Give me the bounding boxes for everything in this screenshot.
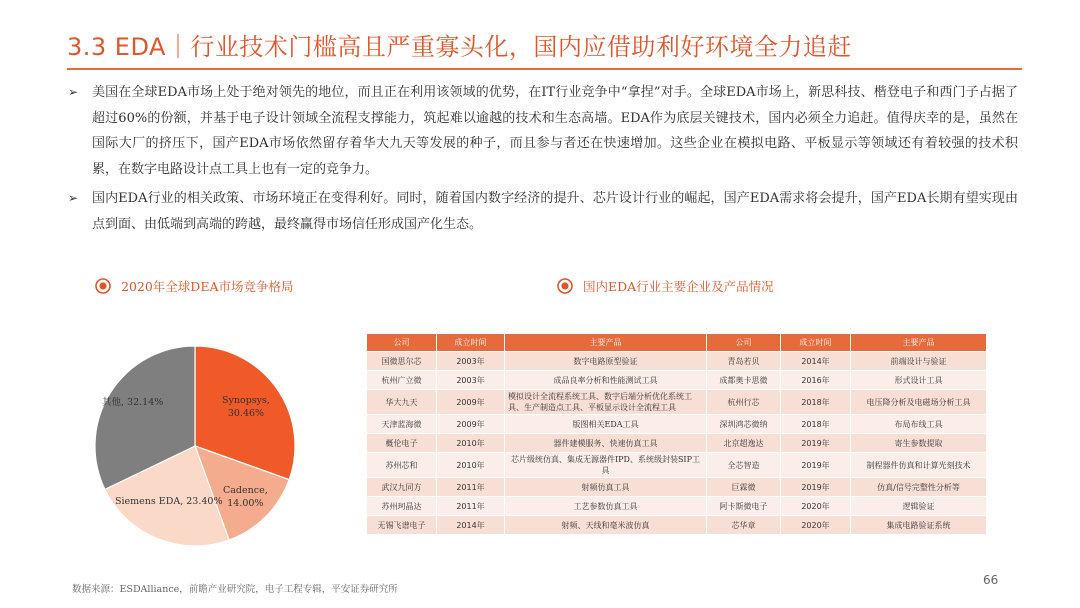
founded-cell: 2003年 — [437, 352, 505, 371]
founded-cell: 2010年 — [437, 434, 505, 453]
col-header-products: 主要产品 — [505, 334, 707, 352]
company-cell: 芯华章 — [707, 516, 781, 535]
founded-cell: 2003年 — [437, 371, 505, 390]
table-row — [367, 390, 987, 415]
founded-cell: 2020年 — [781, 497, 851, 516]
col-header-founded: 成立时间 — [781, 334, 851, 352]
right-section-heading — [557, 277, 774, 295]
products-cell: 成品良率分析和性能测试工具 — [505, 371, 707, 390]
title-divider — [67, 68, 1022, 70]
bullet-text: 美国在全球EDA市场上处于绝对领先的地位，而且正在利用该领域的优势，在IT行业竞争中“拿捏”对手。全球EDA市场上，新思科技、楷登电子和西门子占据了超过60%的份额，并基于电子设计领域全流程支撑能力，筑起难以逾越的技术和生态高墙。EDA作为底层关键技术，国内必须全力追赶。值得庆幸的是，虽然在国际大厂的挤压下，国产EDA市场依然留存着华大九天等发展的种子，而且参与者还在快速增加。这些企业在模拟电路、平板显示等领域还有着较强的技术积累，在数字电路设计点工具上也有一定的竞争力。 — [92, 85, 1018, 177]
pie-label-cadence: Cadence, 14.00% — [223, 485, 268, 509]
products-cell: 电压降分析及电磁场分析工具 — [851, 390, 987, 415]
arrow-bullet-icon: ➢ — [68, 85, 79, 99]
company-cell: 概伦电子 — [367, 434, 437, 453]
founded-cell: 2016年 — [781, 371, 851, 390]
company-cell: 青岛若贝 — [707, 352, 781, 371]
products-cell: 寄生参数提取 — [851, 434, 987, 453]
company-cell: 苏州珂晶达 — [367, 497, 437, 516]
founded-cell: 2010年 — [437, 453, 505, 478]
table-row — [367, 497, 987, 516]
company-cell: 华大九天 — [367, 390, 437, 415]
pie-svg — [90, 340, 300, 552]
page-title: 3.3 EDA｜行业技术门槛高且严重寡头化，国内应借助利好环境全力追赶 — [67, 33, 852, 61]
bullet-item — [68, 186, 1018, 237]
col-header-company: 公司 — [367, 334, 437, 352]
founded-cell: 2011年 — [437, 478, 505, 497]
founded-cell: 2009年 — [437, 415, 505, 434]
products-cell: 集成电路验证系统 — [851, 516, 987, 535]
founded-cell: 2019年 — [781, 453, 851, 478]
col-header-company: 公司 — [707, 334, 781, 352]
company-cell: 深圳鸿芯微纳 — [707, 415, 781, 434]
company-cell: 苏州芯和 — [367, 453, 437, 478]
products-cell: 制程器件仿真和计算光刻技术 — [851, 453, 987, 478]
products-cell: 仿真/信号完整性分析等 — [851, 478, 987, 497]
company-cell: 巨霖微 — [707, 478, 781, 497]
table-row — [367, 434, 987, 453]
founded-cell: 2019年 — [781, 478, 851, 497]
table-row — [367, 516, 987, 535]
founded-cell: 2018年 — [781, 415, 851, 434]
market-share-pie-chart — [90, 340, 300, 552]
target-icon — [95, 278, 111, 294]
target-icon — [557, 278, 573, 294]
products-cell: 射频仿真工具 — [505, 478, 707, 497]
founded-cell: 2009年 — [437, 390, 505, 415]
left-section-heading — [95, 277, 294, 295]
bullet-text: 国内EDA行业的相关政策、市场环境正在变得利好。同时，随着国内数字经济的提升、芯片设计行业的崛起，国产EDA需求将会提升，国产EDA长期有望实现由点到面、由低端到高端的跨越，最终赢得市场信任形成国产化生态。 — [92, 191, 1018, 232]
products-cell: 射频、天线和毫米波仿真 — [505, 516, 707, 535]
products-cell: 模拟设计全流程系统工具、数字后端分析优化系统工具、生产制造点工具、平板显示设计全流程工具 — [505, 390, 707, 415]
products-cell: 芯片级统仿真、集成无源器件IPD、系统级封装SIP工具 — [505, 453, 707, 478]
products-cell: 逻辑验证 — [851, 497, 987, 516]
founded-cell: 2019年 — [781, 434, 851, 453]
bullet-item — [68, 80, 1018, 182]
products-cell: 前端设计与验证 — [851, 352, 987, 371]
company-cell: 天津蓝海微 — [367, 415, 437, 434]
founded-cell: 2014年 — [781, 352, 851, 371]
company-cell: 全芯智造 — [707, 453, 781, 478]
table-row — [367, 352, 987, 371]
right-section-title: 国内EDA行业主要企业及产品情况 — [583, 279, 774, 294]
company-cell: 杭州广立微 — [367, 371, 437, 390]
company-cell: 阿卡斯微电子 — [707, 497, 781, 516]
products-cell: 版图相关EDA工具 — [505, 415, 707, 434]
eda-companies-table — [366, 333, 987, 535]
table-row — [367, 415, 987, 434]
company-cell: 成都奥卡思微 — [707, 371, 781, 390]
founded-cell: 2011年 — [437, 497, 505, 516]
col-header-products: 主要产品 — [851, 334, 987, 352]
pie-label-others: 其他, 32.14% — [102, 397, 164, 408]
table-header-row — [367, 334, 987, 352]
arrow-bullet-icon: ➢ — [68, 191, 79, 205]
left-section-title: 2020年全球DEA市场竞争格局 — [121, 279, 294, 294]
products-cell: 工艺参数仿真工具 — [505, 497, 707, 516]
pie-label-synopsys: Synopsys, 30.46% — [222, 395, 270, 419]
company-cell: 武汉九同方 — [367, 478, 437, 497]
col-header-founded: 成立时间 — [437, 334, 505, 352]
products-cell: 数字电路原型验证 — [505, 352, 707, 371]
company-cell: 国微思尔芯 — [367, 352, 437, 371]
table-row — [367, 453, 987, 478]
products-cell: 布局布线工具 — [851, 415, 987, 434]
table-row — [367, 371, 987, 390]
founded-cell: 2014年 — [437, 516, 505, 535]
pie-label-siemens: Siemens EDA, 23.40% — [115, 496, 223, 507]
page-number: 66 — [983, 573, 999, 587]
products-cell: 形式设计工具 — [851, 371, 987, 390]
bullet-list — [68, 80, 1018, 241]
products-cell: 器件建模服务、快速仿真工具 — [505, 434, 707, 453]
founded-cell: 2020年 — [781, 516, 851, 535]
company-cell: 北京超逸达 — [707, 434, 781, 453]
company-cell: 无锡飞谱电子 — [367, 516, 437, 535]
footer-source: 数据来源：ESDAlliance，前瞻产业研究院，电子工程专辑，平安证券研究所 — [72, 584, 398, 595]
founded-cell: 2018年 — [781, 390, 851, 415]
company-cell: 杭州行芯 — [707, 390, 781, 415]
table-row — [367, 478, 987, 497]
